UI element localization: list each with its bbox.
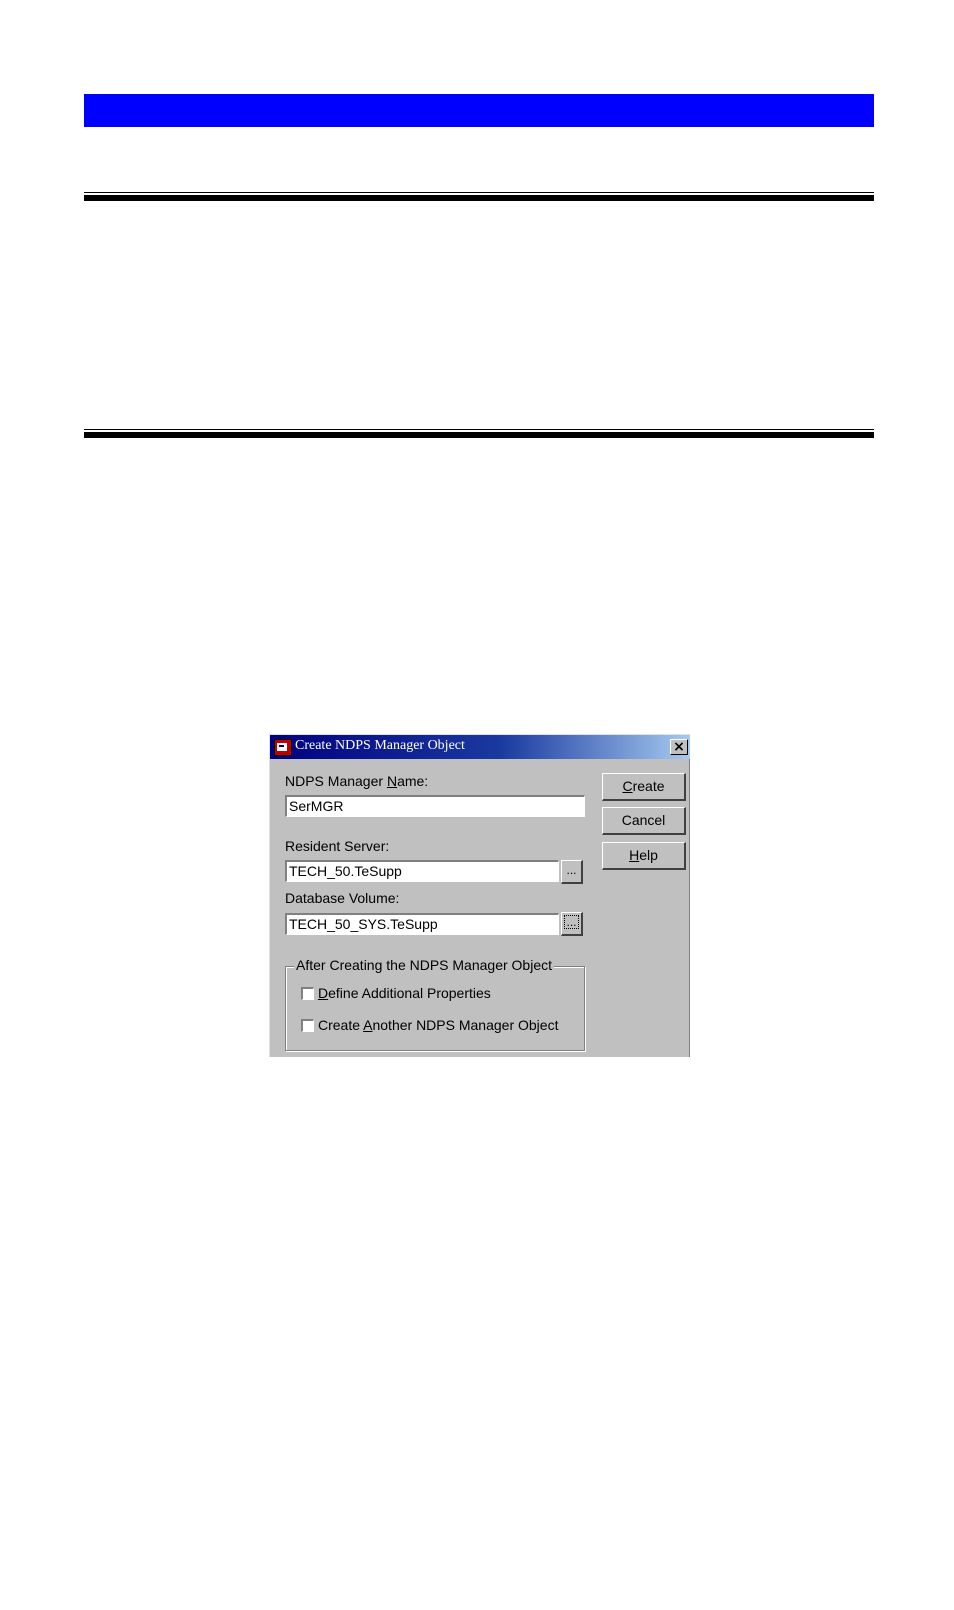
dialog-title: Create NDPS Manager Object: [295, 738, 465, 753]
resident-server-label: Resident Server:: [285, 838, 390, 854]
close-icon[interactable]: ×: [670, 739, 688, 755]
manager-name-label: NDPS Manager Name:: [285, 773, 429, 789]
after-creating-group-label: After Creating the NDPS Manager Object: [296, 957, 553, 973]
help-button[interactable]: Help: [602, 842, 686, 870]
section-divider-middle: [84, 429, 874, 438]
define-additional-properties-checkbox[interactable]: [301, 987, 314, 1000]
ndps-manager-app-icon[interactable]: [274, 739, 292, 756]
cancel-button[interactable]: Cancel: [602, 807, 686, 835]
create-button[interactable]: Create: [602, 773, 686, 801]
resident-server-browse-button[interactable]: ...: [561, 860, 583, 884]
manager-name-input[interactable]: SerMGR: [285, 795, 585, 817]
define-additional-properties-label[interactable]: Define Additional Properties: [318, 985, 491, 1001]
header-banner: [84, 94, 874, 127]
after-creating-group: [285, 966, 585, 1051]
database-volume-input[interactable]: TECH_50_SYS.TeSupp: [285, 913, 559, 935]
dialog-titlebar[interactable]: [270, 735, 690, 759]
database-volume-browse-button[interactable]: ...: [561, 912, 583, 936]
create-another-manager-label[interactable]: Create Another NDPS Manager Object: [318, 1017, 559, 1033]
resident-server-input[interactable]: TECH_50.TeSupp: [285, 860, 559, 882]
database-volume-label: Database Volume:: [285, 890, 400, 906]
create-another-manager-checkbox[interactable]: [301, 1019, 314, 1032]
create-ndps-manager-dialog: [269, 734, 690, 1057]
section-divider-top: [84, 192, 874, 201]
